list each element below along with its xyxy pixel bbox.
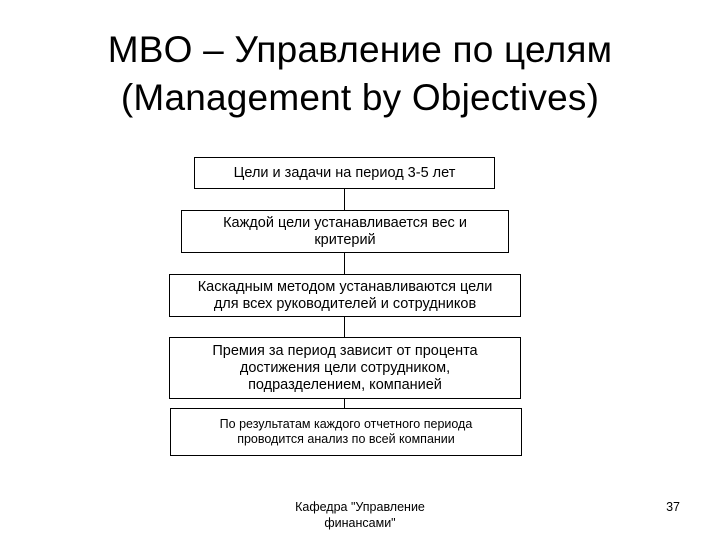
step-box-2 (181, 210, 509, 253)
step-box-5 (170, 408, 522, 456)
step-4-line-2: достижения цели сотрудником, (239, 359, 451, 376)
step-2-line-2: критерий (314, 231, 376, 248)
step-5-line-1: По результатам каждого отчетного периода (219, 417, 473, 431)
step-1-text: Цели и задачи на период 3-5 лет (233, 164, 456, 181)
connector-1-2 (344, 189, 345, 210)
step-box-1 (194, 157, 495, 189)
step-2-line-1: Каждой цели устанавливается вес и (223, 214, 467, 231)
step-5-line-2: проводится анализ по всей компании (237, 432, 455, 446)
step-3-line-2: для всех руководителей и сотрудников (213, 295, 477, 312)
step-3-line-1: Каскадным методом устанавливаются цели (197, 278, 493, 295)
slide-footer (260, 499, 460, 531)
step-4-line-3: подразделением, компанией (248, 376, 442, 393)
step-box-3 (169, 274, 521, 317)
connector-4-5 (344, 399, 345, 408)
step-box-4 (169, 337, 521, 399)
connector-2-3 (344, 253, 345, 274)
step-4-line-1: Премия за период зависит от процента (212, 342, 478, 359)
title-line-2: (Management by Objectives) (120, 77, 600, 118)
slide-title (0, 26, 720, 122)
footer-line-2: финансами" (324, 516, 396, 530)
connector-3-4 (344, 317, 345, 337)
title-line-1: MBO – Управление по целям (107, 29, 613, 70)
page-number: 37 (666, 500, 680, 514)
footer-line-1: Кафедра "Управление (295, 500, 425, 514)
